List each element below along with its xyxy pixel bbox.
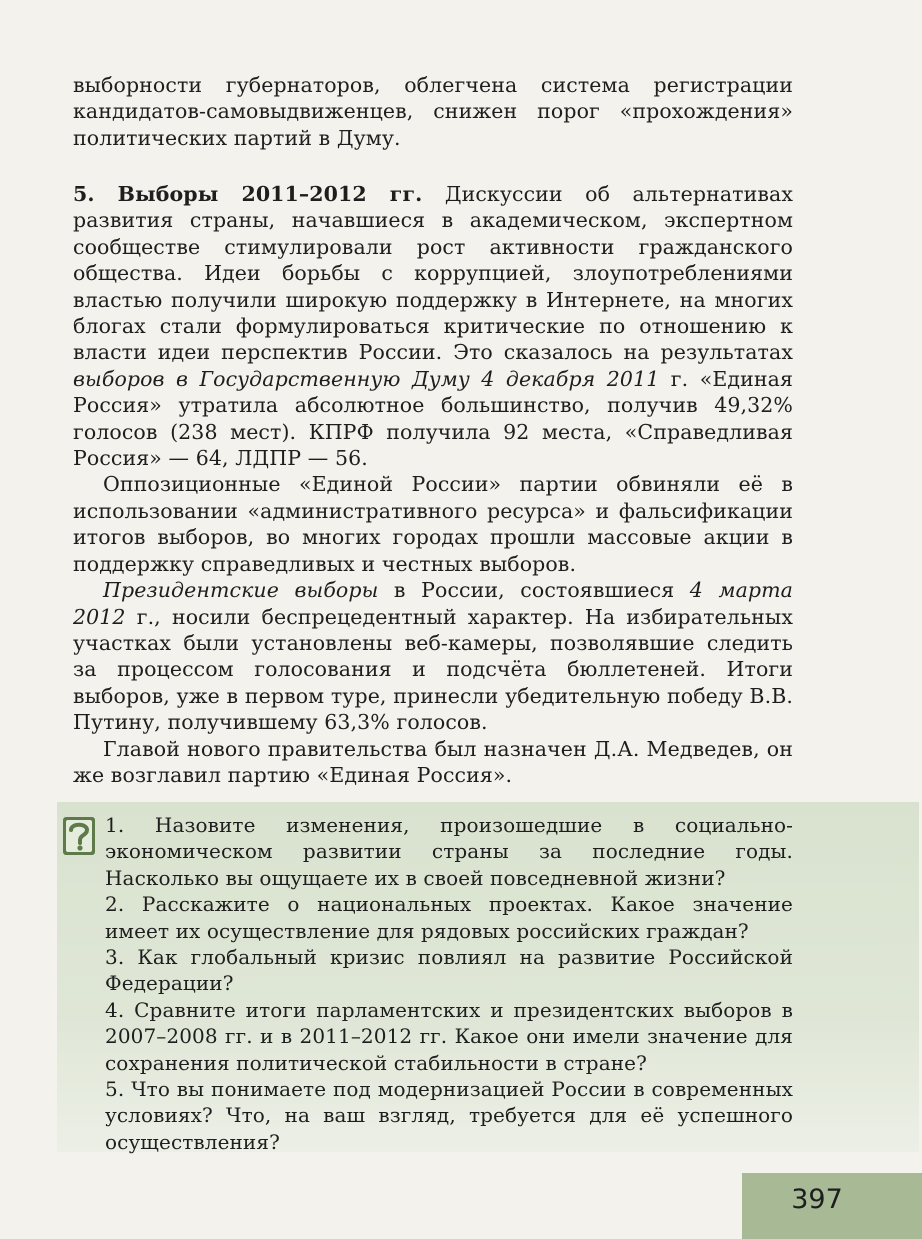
question-icon <box>62 816 96 856</box>
intro-paragraph: выборности губернаторов, облегчена система регистрации кандидатов-самовыдвиженцев, снижен порог «прохождения» политических партий в Думу. <box>73 73 793 150</box>
section-5-p1-text-a: Дискуссии об альтернативах развития страны, начавшиеся в академическом, экспертном сообществе стимулировали рост активности гражданского общества. Идеи борьбы с коррупцией, злоупотреблениями властью получили широкую поддержку в Интернете, на многих блогах стали формулироваться критические по отношению к власти идеи перспектив России. Это сказалось на результатах <box>73 182 793 365</box>
section-5-paragraph-4: Главой нового правительства был назначен Д.А. Медведев, он же возглавил партию «Единая Россия». <box>73 736 793 787</box>
section-5-paragraph-1 <box>73 181 793 471</box>
section-5-p3-text-a: в России, состоявшиеся <box>378 578 690 603</box>
question-item-1: 1. Назовите изменения, произошедшие в социально-экономическом развитии страны за последние годы. Насколько вы ощущаете их в своей повседневной жизни? <box>105 813 793 890</box>
question-item-4: 4. Сравните итоги парламентских и президентских выборов в 2007–2008 гг. и в 2011–2012 гг. Какое они имели значение для сохранения политической стабильности в стране? <box>105 997 793 1075</box>
section-5-p3-emphasis-1: Президентские выборы <box>103 578 379 603</box>
section-5-p1-emphasis: выборов в Государственную Думу 4 декабря 2011 <box>73 366 660 391</box>
question-item-5: 5. Что вы понимаете под модернизацией России в современных условиях? Что, на ваш взгляд, требуется для её успешного осуществления? <box>105 1077 793 1154</box>
section-5-title: 5. Выборы 2011–2012 гг. <box>73 182 423 206</box>
page-number: 397 <box>791 1184 843 1215</box>
section-5-p3-emphasis-2: 4 марта 2012 <box>73 578 793 629</box>
section-5-p3-text-b: г., носили беспрецедентный характер. На избирательных участках были установлены веб-камеры, позволявшие следить за процессом голосования и подсчёта бюллетеней. Итоги выборов, уже в первом туре, принесли убедительную победу В.В. Путину, получившему 63,3% голосов. <box>73 604 793 735</box>
section-5-p1-text-b: г. «Единая Россия» утратила абсолютное большинство, получив 49,32% голосов (238 мест). КПРФ получила 92 места, «Справедливая Россия» — 64, ЛДПР — 56. <box>73 366 794 471</box>
section-5-paragraph-2: Оппозиционные «Единой России» партии обвиняли её в использовании «административного ресурса» и фальсификации итогов выборов, во многих городах прошли массовые акции в поддержку справедливых и честных выборов. <box>73 472 793 576</box>
question-item-2: 2. Расскажите о национальных проектах. Какое значение имеет их осуществление для рядовых российских граждан? <box>105 892 793 943</box>
section-5-block <box>73 181 793 788</box>
questions-list <box>105 812 793 1155</box>
question-item-3: 3. Как глобальный кризис повлиял на развитие Российской Федерации? <box>105 945 793 996</box>
section-5-paragraph-3 <box>73 577 793 735</box>
intro-block <box>73 72 793 151</box>
